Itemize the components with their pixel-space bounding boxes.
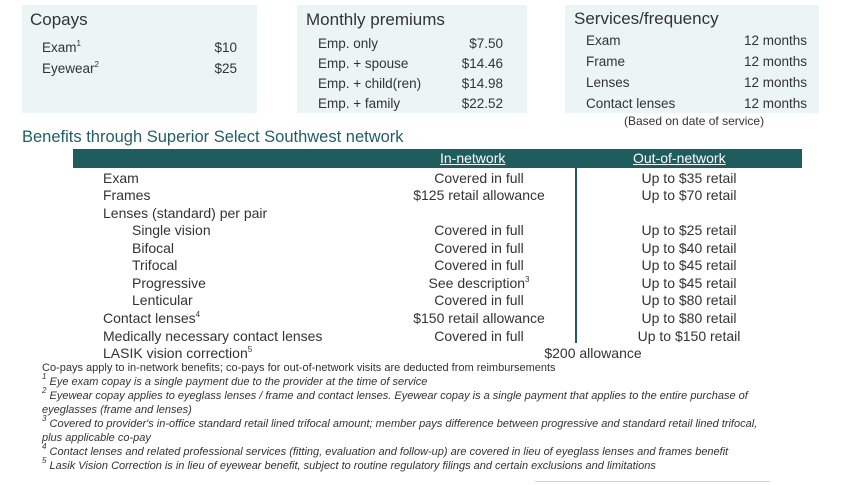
copay-exam-value: $10	[214, 40, 237, 55]
footnote-intro: Co-pays apply to in-network benefits; co-pays for out-of-network visits are deducted from reimbursements	[42, 362, 556, 374]
premium-label: Emp. + family	[318, 96, 401, 111]
benefit-label: Trifocal	[132, 257, 178, 273]
services-note: (Based on date of service)	[624, 114, 765, 128]
benefit-out-network: Up to $80 retail	[641, 310, 737, 326]
premiums-title: Monthly premiums	[306, 10, 445, 29]
benefit-in-network: Covered in full	[434, 170, 524, 186]
benefit-label: Contact lenses$^4$	[103, 310, 201, 326]
benefit-in-network: Covered in full	[434, 292, 524, 308]
footnote-continuation: plus applicable co-pay	[42, 432, 151, 444]
service-value: 12 months	[743, 75, 807, 90]
footnote: $^3$ Covered to provider's in-office standard retail lined trifocal amount; member pays difference between progressive and standard retail lined trifocal,	[42, 414, 758, 430]
service-label: Frame	[586, 54, 626, 69]
footnote: $^4$ Contact lenses and related professional services (fitting, evaluation and follow-up) are covered in lieu of eyeglass lenses and frames benefit	[42, 442, 729, 458]
service-label: Lenses	[586, 75, 630, 90]
footnote: $^2$ Eyewear copay applies to eyeglass lenses / frame and contact lenses. Eyewear copay is a single payment that applies to the entire purchase of	[42, 386, 748, 402]
service-value: 12 months	[743, 33, 807, 48]
benefit-combined: $200 allowance	[544, 345, 642, 361]
premiums-box	[297, 5, 527, 113]
benefit-out-network: Up to $35 retail	[641, 170, 737, 186]
benefit-label: Progressive	[132, 275, 206, 291]
benefit-label: Bifocal	[132, 240, 175, 256]
benefits-header-bar	[73, 149, 802, 168]
copay-eyewear-value: $25	[214, 61, 237, 76]
copay-eyewear-label: Eyewear$^2$	[42, 60, 99, 76]
benefit-label: Single vision	[132, 222, 211, 238]
copay-exam-label: Exam$^1$	[42, 39, 81, 55]
copays-box	[22, 5, 257, 113]
benefit-out-network: Up to $25 retail	[641, 222, 737, 238]
premium-value: $14.98	[461, 76, 503, 91]
benefit-label: Lenticular	[132, 292, 193, 308]
benefit-in-network: Covered in full	[434, 328, 524, 344]
bottom-rule	[535, 481, 770, 482]
benefit-in-network: $125 retail allowance	[413, 187, 545, 203]
benefit-out-network: Up to $45 retail	[641, 257, 737, 273]
benefit-out-network: Up to $80 retail	[641, 292, 737, 308]
benefit-out-network: Up to $40 retail	[641, 240, 737, 256]
in-network-header: In-network	[440, 150, 506, 166]
premium-label: Emp. + spouse	[318, 56, 409, 71]
benefit-in-network: $150 retail allowance	[413, 310, 545, 326]
premium-label: Emp. only	[318, 36, 379, 51]
benefit-label: Lenses (standard) per pair	[103, 205, 268, 221]
premium-label: Emp. + child(ren)	[318, 76, 422, 91]
benefit-out-network: Up to $150 retail	[637, 328, 741, 344]
benefit-label: Frames	[103, 187, 151, 203]
out-network-header: Out-of-network	[633, 150, 726, 166]
benefit-in-network: See description$^3$	[428, 275, 530, 291]
benefit-label: Medically necessary contact lenses	[103, 328, 323, 344]
footnote-continuation: eyeglasses (frame and lenses)	[42, 404, 192, 416]
benefit-out-network: Up to $45 retail	[641, 275, 737, 291]
benefit-in-network: Covered in full	[434, 240, 524, 256]
premium-value: $14.46	[461, 56, 503, 71]
premium-value: $22.52	[461, 96, 503, 111]
benefit-out-network: Up to $70 retail	[641, 187, 737, 203]
footnote: $^1$ Eye exam copay is a single payment due to the provider at the time of service	[42, 372, 428, 388]
service-label: Contact lenses	[586, 96, 676, 111]
service-value: 12 months	[743, 96, 807, 111]
benefit-in-network: Covered in full	[434, 257, 524, 273]
service-label: Exam	[586, 33, 621, 48]
services-box	[565, 5, 819, 113]
benefits-heading: Benefits through Superior Select Southwest network	[22, 128, 404, 146]
benefit-label: Exam	[103, 170, 139, 186]
benefit-in-network: Covered in full	[434, 222, 524, 238]
footnote: $^5$ Lasik Vision Correction is in lieu of eyewear benefit, subject to routine regulatory filings and certain exclusions and limitations	[42, 456, 656, 472]
benefit-label: LASIK vision correction$^5$	[103, 345, 253, 361]
premium-value: $7.50	[469, 36, 503, 51]
services-title: Services/frequency	[574, 9, 719, 28]
service-value: 12 months	[743, 54, 807, 69]
copays-title: Copays	[30, 10, 88, 29]
